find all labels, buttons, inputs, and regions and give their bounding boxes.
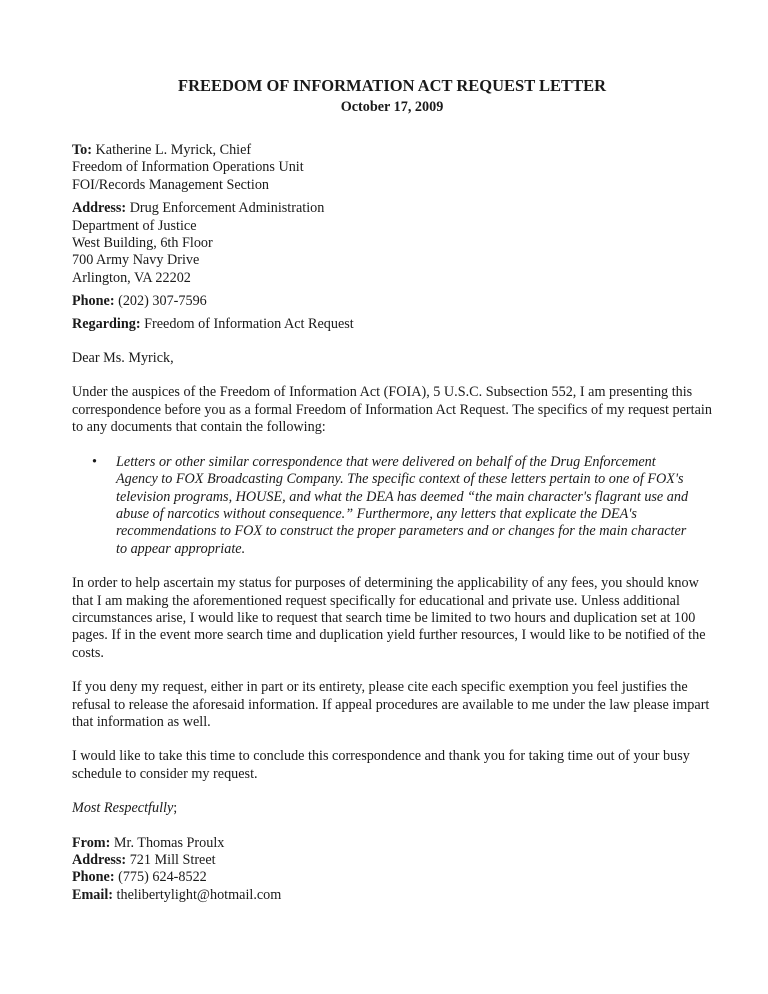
recipient-address-block [72,200,712,287]
sender-phone-label: Phone: [72,869,115,886]
signoff-text: Most Respectfully [72,800,174,817]
signoff-punctuation: ; [173,800,178,817]
letter-date: October 17, 2009 [340,99,444,115]
fees-paragraph: In order to help ascertain my status for purposes of determining the applicability of any fees, you should know that I am making the aforementioned request specifically for educational and private use. Unless additional circumstances arise, I would like to request that search time be limited to two hours and duplication set at 100 pages. If in the event more search time and duplication yield further resources, I would like to be notified of the costs. [72,575,706,661]
address-line-3: West Building, 6th Floor [72,235,213,252]
to-label: To: [72,142,92,158]
denial-paragraph: If you deny my request, either in part or its entirety, please cite each specific exemption you feel justifies the refusal to release the aforesaid information. If appeal procedures are available to me under the law please impart that information as well. [72,679,710,730]
request-list [72,454,712,558]
closing-paragraph: I would like to take this time to conclude this correspondence and thank you for taking time out of your busy schedule to consider my request. [72,748,690,782]
to-name: Katherine L. Myrick, Chief [91,142,252,158]
from-label: From: [72,834,111,851]
recipient-phone [72,293,712,310]
address-line-4: 700 Army Navy Drive [72,252,200,269]
salutation: Dear Ms. Myrick, [72,350,174,367]
from-value: Mr. Thomas Proulx [110,834,225,851]
sender-phone-value: (775) 624-8522 [114,869,207,886]
regarding-line [72,316,712,333]
address-line-1: Drug Enforcement Administration [126,200,325,217]
letter-title: FREEDOM OF INFORMATION ACT REQUEST LETTER [178,76,606,95]
signoff [72,800,712,817]
phone-label: Phone: [72,293,115,310]
bullet-icon: • [92,453,97,470]
intro-paragraph: Under the auspices of the Freedom of Information Act (FOIA), 5 U.S.C. Subsection 552, I am presenting this correspondence before you as a formal Freedom of Information Act Request. The specifics of my request pertain to any documents that contain the following: [72,384,712,436]
to-unit: Freedom of Information Operations Unit [72,159,304,176]
address-label: Address: [72,200,127,217]
sender-address-label: Address: [72,852,127,868]
request-item-text: Letters or other similar correspondence that were delivered on behalf of the Drug Enforcement Agency to FOX Broadcasting Company. The specific context of these letters pertain to one of FOX's television programs, HOUSE, and what the DEA has deemed “the main character's flagrant use and abuse of narcotics without consequence.” Furthermore, any letters that explicate the DEA's recommendations to FOX to construct the proper parameters and or changes for the main character to appear appropriate. [116,453,689,557]
letter-page [72,76,712,904]
regarding-value: Freedom of Information Act Request [140,315,354,332]
recipient-to-block [72,142,712,194]
regarding-label: Regarding: [72,315,141,332]
address-line-5: Arlington, VA 22202 [72,269,191,286]
phone-value: (202) 307-7596 [114,293,207,310]
list-item [72,454,690,558]
to-section: FOI/Records Management Section [72,176,270,193]
sender-email-label: Email: [72,886,113,903]
address-line-2: Department of Justice [72,217,197,234]
sender-block [72,835,712,905]
sender-email-value: thelibertylight@hotmail.com [112,886,282,903]
sender-address-value: 721 Mill Street [126,852,216,868]
